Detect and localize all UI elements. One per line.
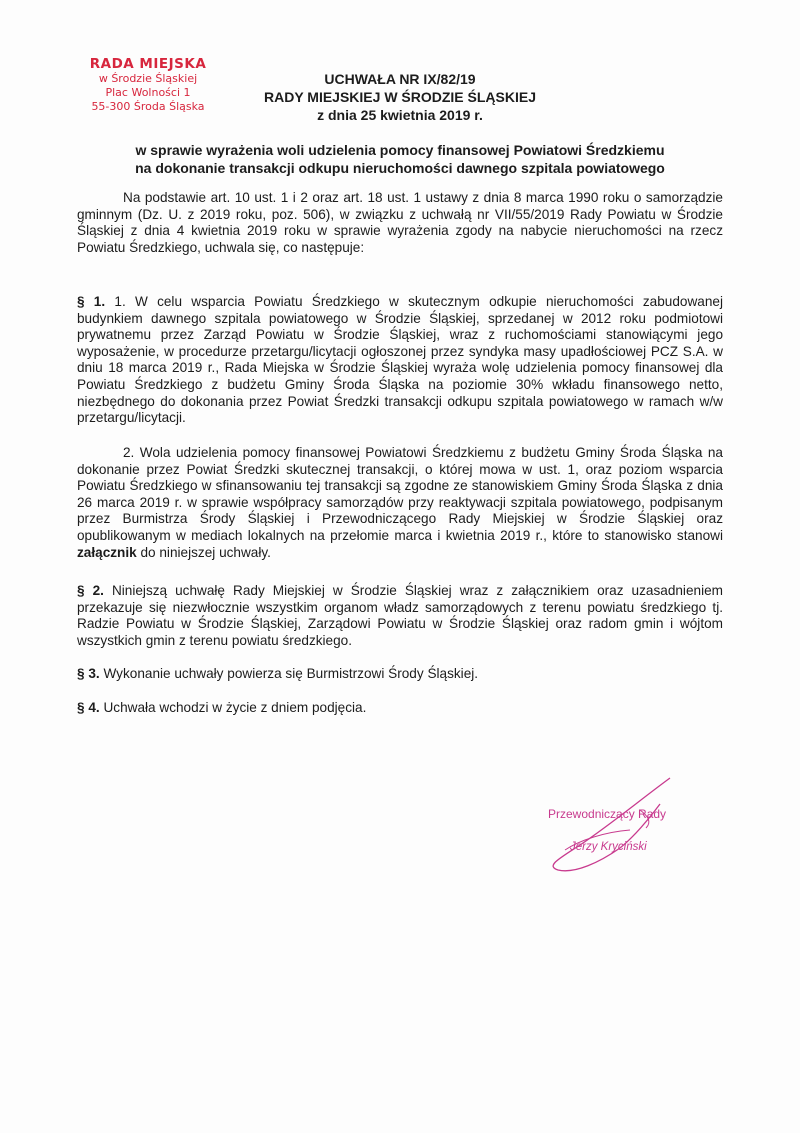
section-1-p2-text: 2. Wola udzielenia pomocy finansowej Powiatowi Średzkiemu z budżetu Gminy Środa Śląska na dokonanie przez Powiat Średzki skutecznej transakcji, o której mowa w ust. 1, oraz poziom wsparcia Powiatu Średzkiego w sfinansowaniu tej transakcji są zgodne ze stanowiskiem Gminy Środa Śląska z dnia 26 marca 2019 r. w sprawie współpracy samorządów przy reaktywacji szpitala powiatowego, podpisanym przez Burmistrza Środy Śląskiej i Przewodniczącego Rady Miejskiej w Środzie Śląskiej oraz opublikowanym w mediach lokalnych na przełomie marca i kwietnia 2019 r., które to stanowisko stanowi: [77, 445, 723, 543]
resolution-body: [77, 190, 723, 715]
stamp-title: RADA MIEJSKA: [89, 56, 207, 72]
subject-line-1: w sprawie wyrażenia woli udzielenia pomocy finansowej Powiatowi Średzkiemu: [135, 142, 665, 158]
section-1-p2-end: do niniejszej uchwały.: [136, 544, 271, 560]
stamp-line-2: Plac Wolności 1: [105, 86, 191, 99]
section-2-text: Niniejszą uchwałę Rady Miejskiej w Środzie Śląskiej wraz z załącznikiem oraz uzasadnieniem przekazuje się niezwłocznie wszystkim organom władz samorządowych z terenu powiatu średzkiego tj. Radzie Powiatu w Środzie Śląskiej, Zarządowi Powiatu w Środzie Śląskiej oraz radom gmin i wójtom wszystkich gmin z terenu powiatu średzkiego.: [77, 583, 723, 648]
section-2-label: § 2.: [77, 583, 104, 598]
council-name: RADY MIEJSKIEJ W ŚRODZIE ŚLĄSKIEJ: [263, 89, 536, 105]
council-stamp: [58, 56, 238, 114]
resolution-date: z dnia 25 kwietnia 2019 r.: [317, 107, 483, 123]
attachment-word: załącznik: [77, 544, 137, 560]
section-1-paragraph-1: [77, 294, 723, 427]
chairman-signature: [520, 770, 710, 880]
resolution-header: [240, 70, 560, 124]
resolution-number: UCHWAŁA NR IX/82/19: [324, 71, 476, 87]
subject-line-2: na dokonanie transakcji odkupu nieruchomości dawnego szpitala powiatowego: [135, 160, 665, 176]
section-1-text: 1. W celu wsparcia Powiatu Średzkiego w skutecznym odkupie nieruchomości zabudowanej budynkiem dawnego szpitala powiatowego w Środzie Śląskiej, sprzedanej w 2012 roku podmiotowi prywatnemu przez Zarząd Powiatu w Środzie Śląskiej, wraz z ruchomościami stanowiącymi jego wyposażenie, w procedurze przetargu/licytacji ogłoszonej przez syndyka masy upadłościowej PCZ S.A. w dniu 18 marca 2019 r., Rada Miejska w Środzie Śląskiej wyraża wolę udzielenia pomocy finansowej dla Powiatu Średzkiego z budżetu Gminy Środa Śląska na poziomie 30% wkładu finansowego netto, niezbędnego do dokonania przez Powiat Średzki transakcji odkupu szpitala powiatowego w ramach w/w przetargu/licytacji.: [77, 294, 723, 426]
stamp-line-3: 55-300 Środa Śląska: [91, 100, 205, 113]
section-3-paragraph: [77, 666, 723, 683]
signature-scribble: [520, 770, 710, 880]
section-4-label: § 4.: [77, 700, 100, 715]
section-1-paragraph-2: [77, 445, 723, 561]
section-4-paragraph: [77, 700, 723, 717]
section-4-text: Uchwała wchodzi w życie z dniem podjęcia.: [99, 700, 367, 715]
resolution-subject: [100, 141, 700, 177]
section-1-label: § 1.: [77, 294, 106, 309]
section-3-label: § 3.: [77, 666, 100, 681]
signature-name: Jerzy Kryciński: [570, 841, 647, 853]
signature-role: Przewodniczący Rady: [548, 807, 667, 821]
stamp-line-1: w Środzie Śląskiej: [98, 72, 198, 85]
section-3-text: Wykonanie uchwały powierza się Burmistrzowi Środy Śląskiej.: [99, 666, 479, 681]
legal-basis-paragraph: Na podstawie art. 10 ust. 1 i 2 oraz art. 18 ust. 1 ustawy z dnia 8 marca 1990 roku o samorządzie gminnym (Dz. U. z 2019 roku, poz. 506), w związku z uchwałą nr VII/55/2019 Rady Powiatu w Środzie Śląskiej z dnia 4 kwietnia 2019 roku w sprawie wyrażenia zgody na nabycie nieruchomości na rzecz Powiatu Średzkiego, uchwala się, co następuje:: [77, 190, 723, 255]
section-2-paragraph: [77, 583, 723, 649]
